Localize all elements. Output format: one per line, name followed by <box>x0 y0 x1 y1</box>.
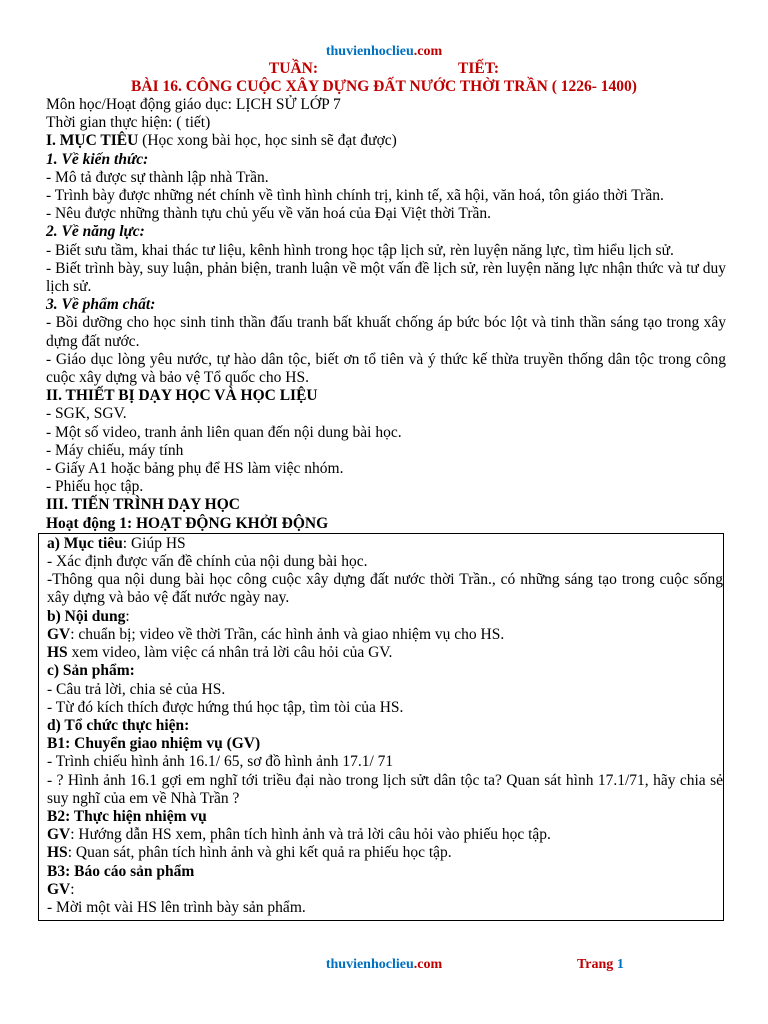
knowledge-item: - Nêu được những thành tựu chủ yếu về văn hoá của Đại Việt thời Trần. <box>46 205 492 223</box>
period-label: TIẾT: <box>458 60 500 77</box>
content-gv <box>47 626 723 644</box>
content-hs <box>47 644 723 662</box>
quality-item: - Giáo dục lòng yêu nước, tự hào dân tộc, biết ơn tổ tiên và ý thức kế thừa truyền thống dân tộc trong công cuộc xây dựng và bảo vệ Tổ quốc cho HS. <box>46 350 726 387</box>
hs-text: xem video, làm việc cá nhân trả lời câu hỏi của GV. <box>67 644 393 662</box>
knowledge-item: - Mô tả được sự thành lập nhà Trần. <box>46 168 269 186</box>
section-process-heading: III. TIẾN TRÌNH DẠY HỌC <box>46 496 240 514</box>
step3-heading: B3: Báo cáo sản phẩm <box>47 862 195 880</box>
page-number <box>577 957 624 973</box>
site-name: thuvienhoclieu <box>325 44 414 59</box>
gv-label: GV <box>47 625 71 643</box>
page-number-value: 1 <box>616 957 624 972</box>
lesson-title: BÀI 16. CÔNG CUỘC XÂY DỰNG ĐẤT NƯỚC THỜI TRẦN ( 1226- 1400) <box>131 78 637 95</box>
document-body <box>46 96 726 921</box>
gv-text: : Hướng dẫn HS xem, phân tích hình ảnh và trả lời câu hỏi vào phiếu học tập. <box>70 826 551 844</box>
objective-line <box>47 535 723 553</box>
content-tail: : <box>125 607 130 625</box>
step3-item: - Mời một vài HS lên trình bày sản phẩm. <box>47 898 306 916</box>
section-equipment-heading: II. THIẾT BỊ DẠY HỌC VÀ HỌC LIỆU <box>46 387 318 405</box>
site-watermark-header <box>0 44 768 60</box>
quality-item: - Bồi dưỡng cho học sinh tinh thần đấu tranh bất khuất chống áp bức bóc lột và tinh thần sáng tạo trong xây dựng đất nước. <box>46 314 726 350</box>
step1-item: - Trình chiếu hình ảnh 16.1/ 65, sơ đồ hình ảnh 17.1/ 71 <box>47 753 394 771</box>
activity-box <box>38 533 724 921</box>
objective-heading: a) Mục tiêu <box>47 534 123 552</box>
step1-item: - ? Hình ảnh 16.1 gợi em nghĩ tới triều đại nào trong lịch sửt dân tộc ta? Quan sát hình 17.1/71, hãy chia sẻ suy nghĩ của em về Nhà Trần ? <box>47 771 723 807</box>
subject-line: Môn học/Hoạt động giáo dục: LỊCH SỬ LỚP 7 <box>46 96 341 113</box>
week-period-line <box>0 60 768 78</box>
quality-heading: 3. Về phẩm chất: <box>46 296 156 314</box>
content-line <box>47 608 723 626</box>
page-label: Trang <box>577 957 617 972</box>
knowledge-heading: 1. Về kiến thức: <box>46 150 149 168</box>
step1-heading: B1: Chuyển giao nhiệm vụ (GV) <box>47 735 261 753</box>
gv-colon: : <box>70 880 75 898</box>
step3-gv <box>47 881 723 899</box>
section-heading: I. MỤC TIÊU <box>46 132 139 150</box>
equipment-item: - SGK, SGV. <box>46 405 127 423</box>
hs-label: HS <box>47 844 68 862</box>
product-item: - Câu trả lời, chia sẻ của HS. <box>47 680 226 698</box>
knowledge-item: - Trình bày được những nét chính về tình hình chính trị, kinh tế, xã hội, văn hoá, tôn giáo thời Trần. <box>46 187 664 205</box>
hs-text: : Quan sát, phân tích hình ảnh và ghi kết quả ra phiếu học tập. <box>67 844 452 862</box>
step2-hs <box>47 844 723 862</box>
week-label: TUẦN: <box>268 60 319 77</box>
product-item: - Từ đó kích thích được hứng thú học tập, tìm tòi của HS. <box>47 698 404 716</box>
competence-item: - Biết trình bày, suy luận, phản biện, tranh luận về một vấn đề lịch sử, rèn luyện năng lực nhận thức và tư duy lịch sử. <box>46 259 726 296</box>
objective-tail: : Giúp HS <box>122 534 186 552</box>
footer-site-tld: .com <box>413 957 443 972</box>
competence-item: - Biết sưu tầm, khai thác tư liệu, kênh hình trong học tập lịch sử, rèn luyện năng lực, tìm hiểu lịch sử. <box>46 241 674 259</box>
site-tld: .com <box>413 44 443 59</box>
gv-text: : chuẩn bị; video về thời Trần, các hình ảnh và giao nhiệm vụ cho HS. <box>70 625 505 643</box>
footer-site-name: thuvienhoclieu <box>325 957 414 972</box>
content-heading: b) Nội dung <box>47 607 126 625</box>
hs-label: HS <box>47 644 68 662</box>
time-line: Thời gian thực hiện: ( tiết) <box>46 114 211 132</box>
gv-label: GV <box>47 880 71 898</box>
activity-title: Hoạt động 1: HOẠT ĐỘNG KHỞI ĐỘNG <box>46 514 329 532</box>
equipment-item: - Máy chiếu, máy tính <box>46 441 184 459</box>
equipment-item: - Một số video, tranh ảnh liên quan đến nội dung bài học. <box>46 423 402 441</box>
step2-gv <box>47 826 723 844</box>
equipment-item: - Phiếu học tập. <box>46 478 144 496</box>
product-heading: c) Sản phẩm: <box>47 662 135 680</box>
objective-item: - Xác định được vấn đề chính của nội dung bài học. <box>47 553 368 571</box>
gv-label: GV <box>47 826 71 844</box>
section-note: (Học xong bài học, học sinh sẽ đạt được) <box>138 132 397 150</box>
competence-heading: 2. Về năng lực: <box>46 223 145 241</box>
footer-site <box>0 957 768 973</box>
step2-heading: B2: Thực hiện nhiệm vụ <box>47 807 207 825</box>
objective-item: -Thông qua nội dung bài học công cuộc xây dựng đất nước thời Trần., có những sáng tạo trong cuộc sống xây dựng và bảo vệ đất nước ngày nay. <box>47 571 723 607</box>
organize-heading: d) Tổ chức thực hiện: <box>47 716 190 734</box>
section-objectives <box>46 132 726 150</box>
equipment-item: - Giấy A1 hoặc bảng phụ để HS làm việc nhóm. <box>46 460 344 478</box>
